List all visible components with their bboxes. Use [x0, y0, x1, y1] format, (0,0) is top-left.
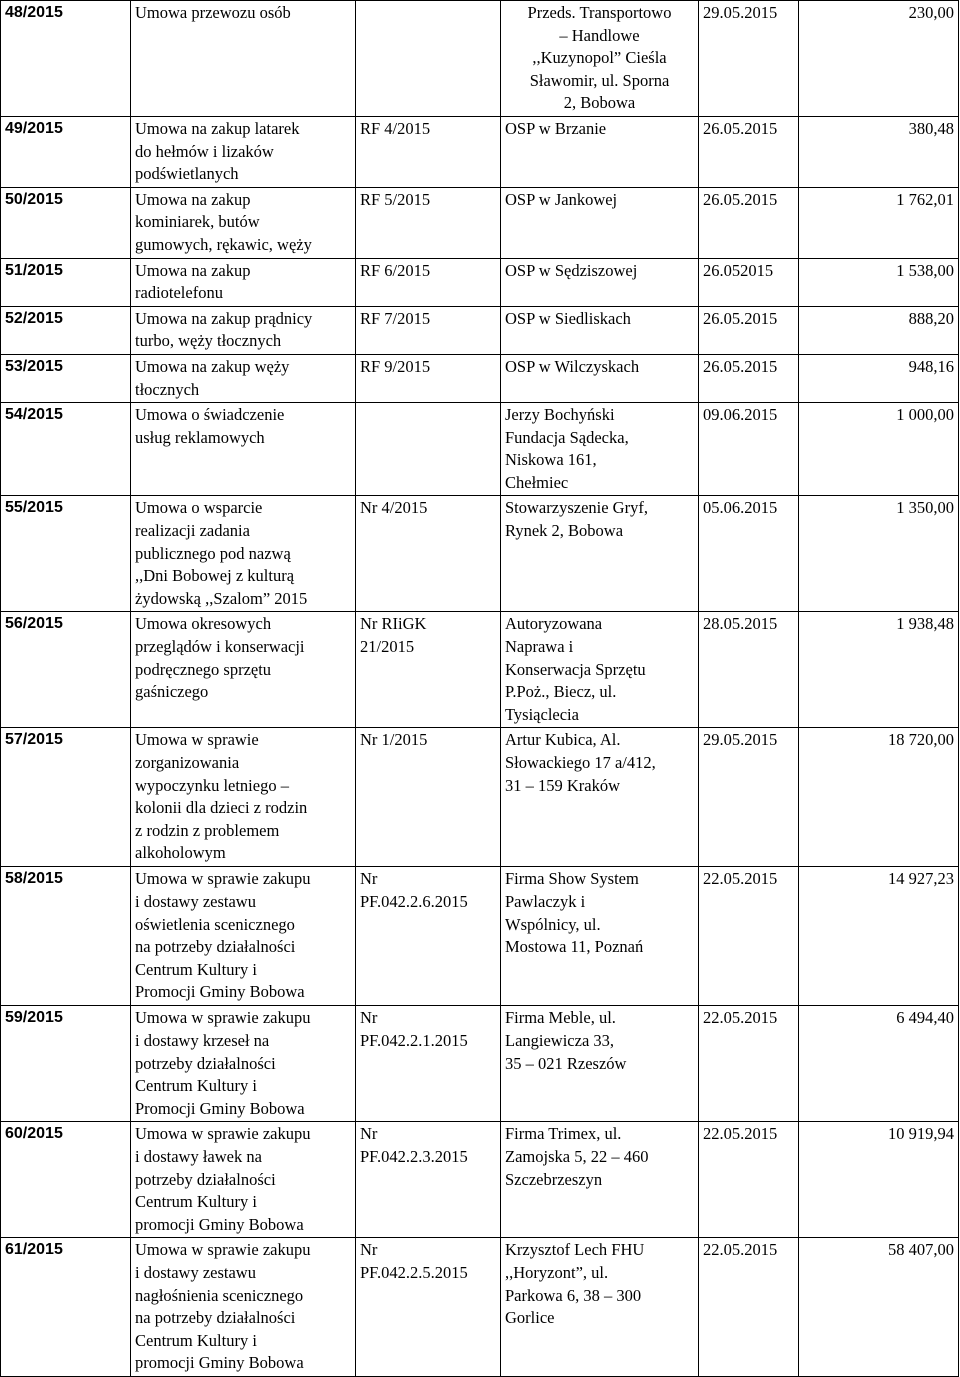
contractor: OSP w Brzanie	[501, 116, 699, 187]
contractor: Autoryzowana Naprawa i Konserwacja Sprzętu P.Poż., Biecz, ul. Tysiąclecia	[501, 612, 699, 728]
contract-number: 54/2015	[1, 403, 131, 496]
contract-date: 29.05.2015	[699, 1, 799, 117]
contract-number: 58/2015	[1, 867, 131, 1006]
contract-amount: 1 538,00	[799, 258, 959, 306]
contract-reference: Nr 1/2015	[356, 728, 501, 867]
contract-number: 50/2015	[1, 187, 131, 258]
contractor: OSP w Siedliskach	[501, 306, 699, 354]
contract-amount: 1 762,01	[799, 187, 959, 258]
contract-number: 51/2015	[1, 258, 131, 306]
contract-number: 55/2015	[1, 496, 131, 612]
table-row	[1, 354, 959, 402]
contract-reference	[356, 1, 501, 117]
contract-number: 59/2015	[1, 1006, 131, 1122]
table-row	[1, 496, 959, 612]
table-row	[1, 306, 959, 354]
contract-amount: 58 407,00	[799, 1238, 959, 1377]
contract-subject: Umowa o świadczenie usług reklamowych	[131, 403, 356, 496]
contract-date: 22.05.2015	[699, 867, 799, 1006]
contract-reference: Nr PF.042.2.1.2015	[356, 1006, 501, 1122]
contracts-table-body	[1, 1, 959, 1377]
contract-date: 22.05.2015	[699, 1238, 799, 1377]
contract-date: 05.06.2015	[699, 496, 799, 612]
table-row	[1, 403, 959, 496]
contract-subject: Umowa na zakup radiotelefonu	[131, 258, 356, 306]
contract-amount: 6 494,40	[799, 1006, 959, 1122]
table-row	[1, 1006, 959, 1122]
table-row	[1, 1238, 959, 1377]
contract-reference: Nr PF.042.2.6.2015	[356, 867, 501, 1006]
contract-number: 53/2015	[1, 354, 131, 402]
contract-date: 28.05.2015	[699, 612, 799, 728]
table-row	[1, 1, 959, 117]
contract-subject: Umowa na zakup kominiarek, butów gumowych, rękawic, węży	[131, 187, 356, 258]
contract-reference: Nr PF.042.2.5.2015	[356, 1238, 501, 1377]
contract-date: 26.05.2015	[699, 306, 799, 354]
contract-reference: RF 9/2015	[356, 354, 501, 402]
table-row	[1, 187, 959, 258]
contract-amount: 888,20	[799, 306, 959, 354]
contract-amount: 10 919,94	[799, 1122, 959, 1238]
contract-date: 29.05.2015	[699, 728, 799, 867]
contractor: OSP w Sędziszowej	[501, 258, 699, 306]
contract-reference: Nr 4/2015	[356, 496, 501, 612]
contractor: OSP w Wilczyskach	[501, 354, 699, 402]
contract-date: 09.06.2015	[699, 403, 799, 496]
contract-date: 26.052015	[699, 258, 799, 306]
contract-date: 26.05.2015	[699, 187, 799, 258]
contract-reference: RF 6/2015	[356, 258, 501, 306]
contract-subject: Umowa w sprawie zakupu i dostawy zestawu nagłośnienia scenicznego na potrzeby działalności Centrum Kultury i promocji Gminy Bobowa	[131, 1238, 356, 1377]
contract-number: 48/2015	[1, 1, 131, 117]
contract-subject: Umowa w sprawie zakupu i dostawy zestawu oświetlenia scenicznego na potrzeby działalności Centrum Kultury i Promocji Gminy Bobowa	[131, 867, 356, 1006]
table-row	[1, 258, 959, 306]
contract-number: 61/2015	[1, 1238, 131, 1377]
contract-amount: 230,00	[799, 1, 959, 117]
contract-date: 26.05.2015	[699, 354, 799, 402]
contract-number: 52/2015	[1, 306, 131, 354]
contract-subject: Umowa przewozu osób	[131, 1, 356, 117]
table-row	[1, 728, 959, 867]
table-row	[1, 612, 959, 728]
contractor: Firma Trimex, ul. Zamojska 5, 22 – 460 Szczebrzeszyn	[501, 1122, 699, 1238]
contract-number: 56/2015	[1, 612, 131, 728]
table-row	[1, 1122, 959, 1238]
contract-date: 22.05.2015	[699, 1122, 799, 1238]
contractor: OSP w Jankowej	[501, 187, 699, 258]
contract-number: 60/2015	[1, 1122, 131, 1238]
contract-amount: 1 350,00	[799, 496, 959, 612]
contract-amount: 948,16	[799, 354, 959, 402]
contract-subject: Umowa na zakup latarek do hełmów i lizaków podświetlanych	[131, 116, 356, 187]
contractor: Firma Show System Pawlaczyk i Wspólnicy, ul. Mostowa 11, Poznań	[501, 867, 699, 1006]
contract-subject: Umowa o wsparcie realizacji zadania publicznego pod nazwą ,,Dni Bobowej z kulturą żydowską ,,Szalom” 2015	[131, 496, 356, 612]
contract-reference	[356, 403, 501, 496]
contract-amount: 14 927,23	[799, 867, 959, 1006]
contract-date: 26.05.2015	[699, 116, 799, 187]
contractor: Jerzy Bochyński Fundacja Sądecka, Niskowa 161, Chełmiec	[501, 403, 699, 496]
contract-subject: Umowa w sprawie zakupu i dostawy ławek na potrzeby działalności Centrum Kultury i promocji Gminy Bobowa	[131, 1122, 356, 1238]
contract-amount: 380,48	[799, 116, 959, 187]
contract-subject: Umowa okresowych przeglądów i konserwacji podręcznego sprzętu gaśniczego	[131, 612, 356, 728]
contract-number: 49/2015	[1, 116, 131, 187]
table-row	[1, 867, 959, 1006]
contract-reference: Nr PF.042.2.3.2015	[356, 1122, 501, 1238]
contract-subject: Umowa w sprawie zakupu i dostawy krzeseł na potrzeby działalności Centrum Kultury i Promocji Gminy Bobowa	[131, 1006, 356, 1122]
contractor: Przeds. Transportowo – Handlowe ,,Kuzynopol” Cieśla Sławomir, ul. Sporna 2, Bobowa	[501, 1, 699, 117]
contractor: Krzysztof Lech FHU ,,Horyzont”, ul. Parkowa 6, 38 – 300 Gorlice	[501, 1238, 699, 1377]
contract-subject: Umowa na zakup prądnicy turbo, węży tłocznych	[131, 306, 356, 354]
contract-amount: 1 000,00	[799, 403, 959, 496]
contractor: Firma Meble, ul. Langiewicza 33, 35 – 021 Rzeszów	[501, 1006, 699, 1122]
contract-subject: Umowa w sprawie zorganizowania wypoczynku letniego – kolonii dla dzieci z rodzin z rodzin z problemem alkoholowym	[131, 728, 356, 867]
contractor: Artur Kubica, Al. Słowackiego 17 a/412, 31 – 159 Kraków	[501, 728, 699, 867]
contract-reference: RF 4/2015	[356, 116, 501, 187]
contract-reference: Nr RIiGK 21/2015	[356, 612, 501, 728]
contract-subject: Umowa na zakup węży tłocznych	[131, 354, 356, 402]
contract-amount: 1 938,48	[799, 612, 959, 728]
table-row	[1, 116, 959, 187]
contract-amount: 18 720,00	[799, 728, 959, 867]
contractor: Stowarzyszenie Gryf, Rynek 2, Bobowa	[501, 496, 699, 612]
contract-reference: RF 5/2015	[356, 187, 501, 258]
contract-reference: RF 7/2015	[356, 306, 501, 354]
contract-date: 22.05.2015	[699, 1006, 799, 1122]
contract-number: 57/2015	[1, 728, 131, 867]
